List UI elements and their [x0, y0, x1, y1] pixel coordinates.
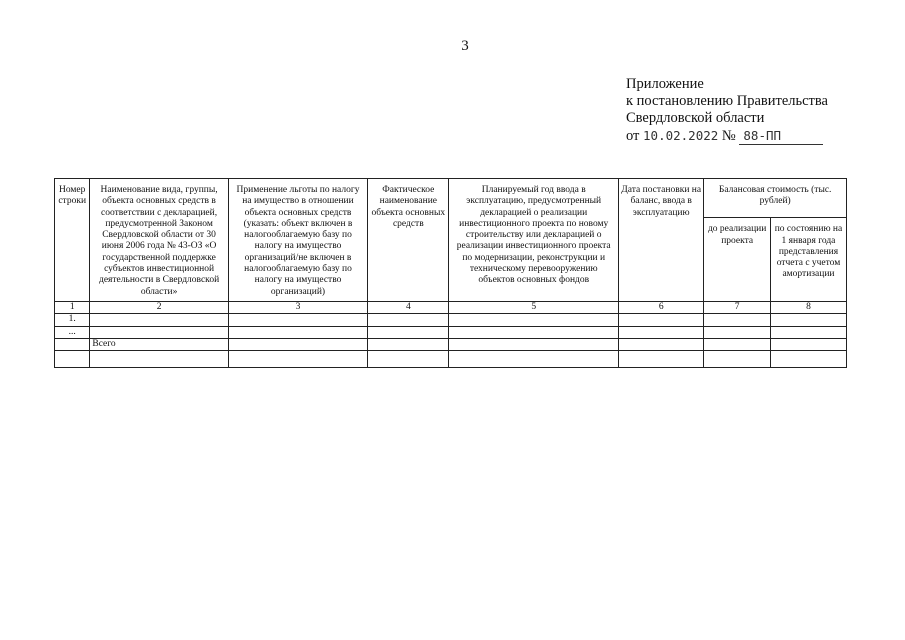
cell — [368, 326, 449, 338]
cell — [449, 314, 619, 326]
cell — [368, 351, 449, 368]
date-prefix: от — [626, 128, 640, 144]
table-row — [55, 351, 847, 368]
header-balance-date: Дата постановки на баланс, ввода в эксплуатацию — [619, 179, 704, 302]
column-number: 2 — [90, 301, 228, 313]
cell — [704, 351, 771, 368]
column-number: 3 — [228, 301, 367, 313]
column-number: 7 — [704, 301, 771, 313]
row-number: 1. — [55, 314, 90, 326]
column-number: 1 — [55, 301, 90, 313]
cell — [619, 338, 704, 350]
header-before-project: до реализации проекта — [704, 218, 771, 302]
header-actual-name: Фактическое наименование объекта основных средств — [368, 179, 449, 302]
cell — [449, 351, 619, 368]
cell — [770, 326, 846, 338]
appendix-region: Свердловской области — [626, 110, 765, 126]
cell — [449, 326, 619, 338]
cell — [368, 338, 449, 350]
cell — [619, 351, 704, 368]
column-number: 5 — [449, 301, 619, 313]
table-row — [55, 338, 847, 350]
header-asset-name: Наименование вида, группы, объекта основных средств в соответствии с декларацией, предусмотренной Законом Свердловской области от 30 июня 2006 года № 43-ОЗ «О государственной поддержке субъектов инвестиционной деятельности в Свердловской области» — [90, 179, 228, 302]
header-tax-benefit: Применение льготы по налогу на имущество в отношении объекта основных средств (указать: объект включен в налогооблагаемую базу по налогу на имущество организаций/не включен в налогооблагаемую базу по налогу на имущество организаций) — [228, 179, 367, 302]
row-name — [90, 314, 228, 326]
cell — [704, 326, 771, 338]
table-row — [55, 326, 847, 338]
row-name — [90, 351, 228, 368]
table-header-row — [55, 179, 847, 218]
cell — [228, 314, 367, 326]
appendix-title: Приложение — [626, 76, 704, 92]
column-number: 6 — [619, 301, 704, 313]
header-book-value: Балансовая стоимость (тыс. рублей) — [704, 179, 847, 218]
appendix-reference: к постановлению Правительства — [626, 93, 828, 109]
row-name — [90, 326, 228, 338]
column-number: 8 — [770, 301, 846, 313]
cell — [228, 351, 367, 368]
cell — [228, 326, 367, 338]
row-number — [55, 351, 90, 368]
cell — [704, 338, 771, 350]
row-name: Всего — [90, 338, 228, 350]
cell — [228, 338, 367, 350]
row-number — [55, 338, 90, 350]
cell — [704, 314, 771, 326]
cell — [619, 314, 704, 326]
cell — [449, 338, 619, 350]
header-row-number: Номер строки — [55, 179, 90, 302]
page-number: 3 — [461, 38, 469, 54]
cell — [368, 314, 449, 326]
column-number: 4 — [368, 301, 449, 313]
number-value: 88-ПП — [739, 127, 823, 145]
appendix-header — [626, 76, 828, 145]
number-prefix: № — [721, 128, 736, 144]
header-as-of-january: по состоянию на 1 января года представления отчета с учетом амортизации — [770, 218, 846, 302]
cell — [770, 314, 846, 326]
table-row — [55, 314, 847, 326]
date-value: 10.02.2022 — [643, 128, 719, 143]
header-planned-year: Планируемый год ввода в эксплуатацию, предусмотренный декларацией о реализации инвестиционного проекта по новому строительству или декларацией о реализации инвестиционного проекта по модернизации, реконструкции и техническому перевооружению объектов основных фондов — [449, 179, 619, 302]
appendix-date-line — [626, 127, 828, 145]
report-table — [54, 178, 847, 368]
column-number-row — [55, 301, 847, 313]
cell — [770, 338, 846, 350]
row-number: ... — [55, 326, 90, 338]
cell — [619, 326, 704, 338]
cell — [770, 351, 846, 368]
